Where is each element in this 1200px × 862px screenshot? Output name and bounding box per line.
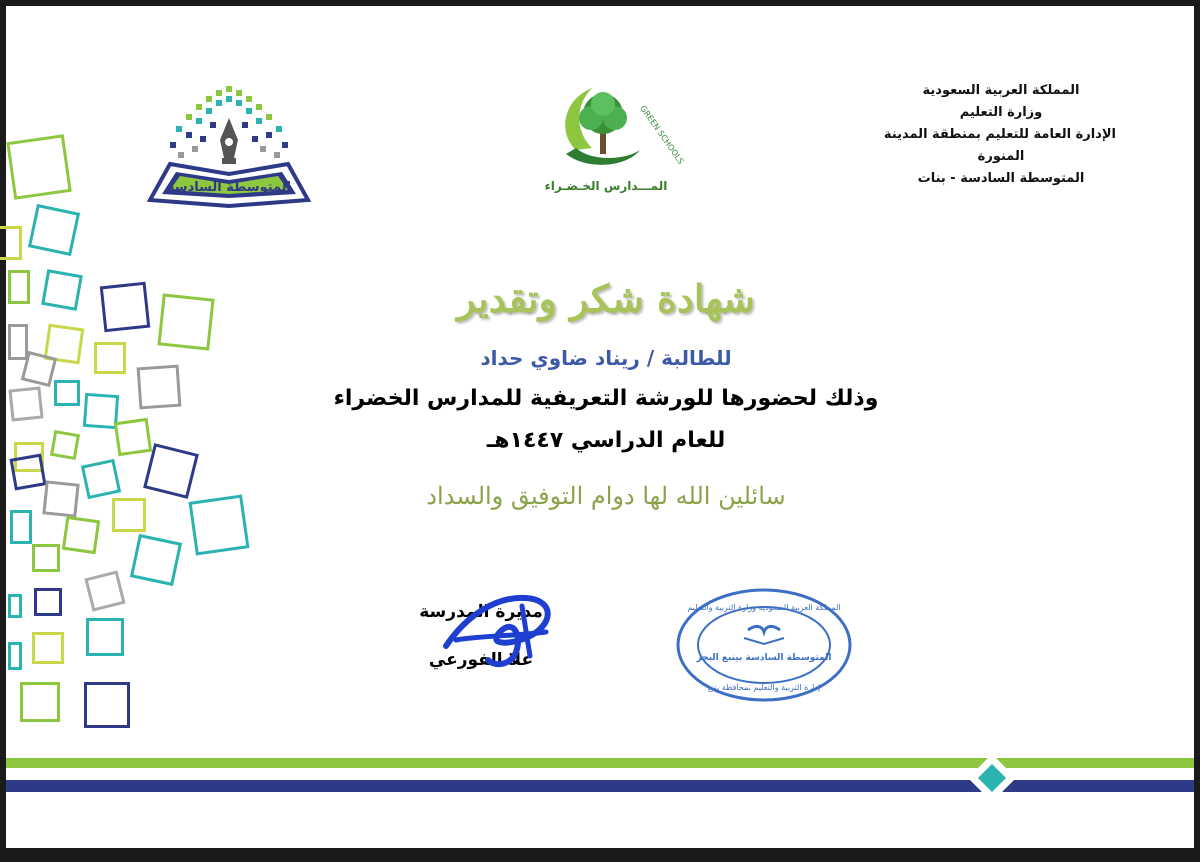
header-line-school: المتوسطة السادسة - بنات: [917, 171, 1085, 186]
certificate-reason: وذلك لحضورها للورشة التعريفية للمدارس الخضراء: [333, 386, 879, 411]
certificate-page: [6, 6, 1194, 848]
official-stamp: [674, 586, 854, 704]
svg-text:المتوسطة السادسة بينبع البحر: المتوسطة السادسة بينبع البحر: [696, 653, 832, 663]
header-line-kingdom: المملكة العربية السعودية: [922, 83, 1080, 98]
green-schools-logo: [536, 78, 686, 198]
svg-text:GREEN SCHOOLS: GREEN SCHOOLS: [638, 103, 686, 166]
certificate-title: شهادة شكر وتقدير: [457, 276, 755, 321]
prayer-text: سائلين الله لها دوام التوفيق والسداد: [426, 482, 786, 510]
header-line-city: المنورة: [977, 149, 1025, 164]
school-logo: [142, 82, 322, 212]
student-name: للطالبة / ريناد ضاوي حداد: [480, 346, 732, 370]
svg-text:إدارة التربية والتعليم بمحافظة: إدارة التربية والتعليم بمحافظة ينبع: [707, 683, 821, 692]
signature-name: علا الفورعي: [428, 650, 534, 670]
handwritten-signature: [426, 586, 576, 676]
svg-text:المملكة العربية السعودية وزارة: المملكة العربية السعودية وزارة التربية والتعليم: [687, 603, 841, 612]
academic-year: للعام الدراسي ١٤٤٧هـ: [486, 428, 726, 453]
green-schools-text: المـــدارس الخـضـراء: [544, 179, 668, 193]
header-line-admin: الإدارة العامة للتعليم بمنطقة المدينة: [883, 127, 1116, 142]
header-line-ministry: وزارة التعليم: [959, 105, 1043, 120]
diamond-ornament: [966, 752, 1018, 804]
header-block: [883, 80, 1116, 190]
school-logo-text: المتوسطة السادسة: [166, 180, 292, 195]
signature-title: مديرة المدرسة: [419, 602, 543, 622]
